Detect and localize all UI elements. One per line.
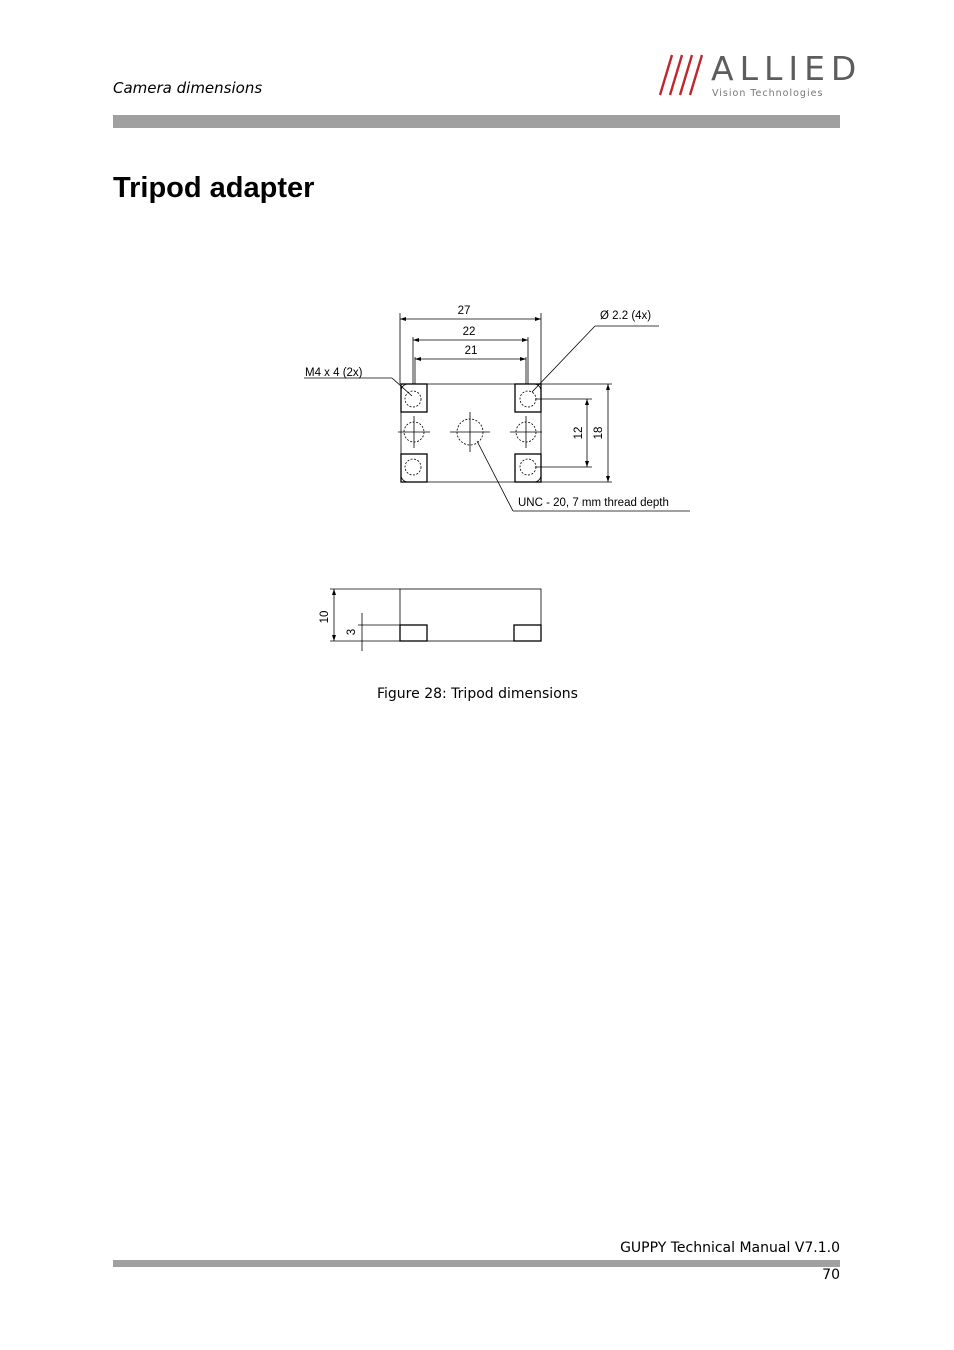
hole-note: Ø 2.2 (4x) [600, 310, 652, 322]
page-title: Tripod adapter [113, 172, 315, 204]
logo-slashes-icon [655, 52, 711, 102]
dim-22-label: 22 [462, 326, 476, 338]
figure-caption: Figure 28: Tripod dimensions [377, 686, 578, 702]
screw-note: M4 x 4 (2x) [305, 367, 363, 379]
tripod-drawing [300, 295, 700, 660]
dim-10-label: 10 [319, 610, 331, 624]
dim-18-label: 18 [593, 426, 605, 440]
dim-3-label: 3 [346, 628, 358, 636]
page-number: 70 [822, 1267, 840, 1283]
footer-bar [113, 1260, 840, 1267]
adapter-side-view [400, 589, 541, 641]
logo-subtitle: Vision Technologies [712, 88, 824, 99]
dim-12-label: 12 [573, 426, 585, 440]
dim-21-label: 21 [464, 345, 478, 357]
section-label: Camera dimensions [113, 79, 263, 97]
header-bar [113, 115, 840, 128]
footer-manual-title: GUPPY Technical Manual V7.1.0 [620, 1240, 840, 1256]
allied-logo [655, 49, 863, 102]
thread-note: UNC - 20, 7 mm thread depth [518, 497, 669, 509]
slot-bottom-right [515, 454, 541, 482]
slot-top-right [515, 384, 541, 412]
logo-word: ALLIED [711, 49, 863, 88]
slot-bottom-left [401, 454, 427, 482]
dim-27-label: 27 [457, 305, 471, 317]
